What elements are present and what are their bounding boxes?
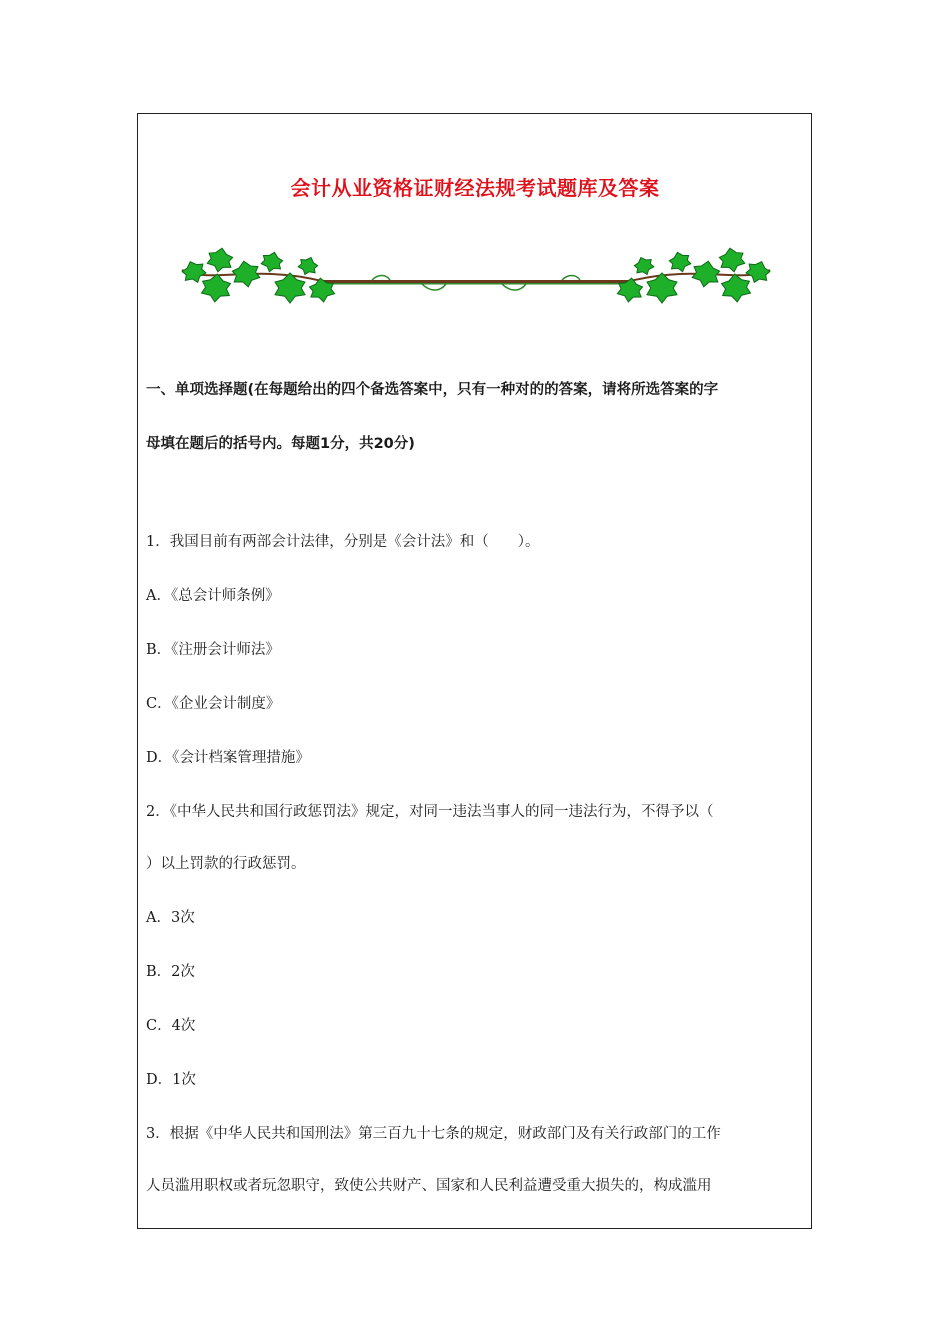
vine-leaf-icon [668, 250, 692, 274]
vine-leaf-icon [718, 246, 746, 274]
vine-leaf-icon [206, 246, 234, 274]
question-3-stem-line-1: 3．根据《中华人民共和国刑法》第三百九十七条的规定，财政部门及有关行政部门的工作 [146, 1126, 721, 1142]
question-2-stem-line-2: ）以上罚款的行政惩罚。 [146, 856, 306, 872]
question-2-option-c: C．4次 [146, 1018, 196, 1034]
page-title: 会计从业资格证财经法规考试题库及答案 [290, 176, 660, 200]
question-2-stem-line-1: 2．《中华人民共和国行政惩罚法》规定，对同一违法当事人的同一违法行为，不得予以（ [146, 804, 714, 820]
question-3-stem-line-2: 人员滥用职权或者玩忽职守，致使公共财产、国家和人民利益遭受重大损失的，构成滥用 [146, 1178, 712, 1194]
question-1-option-a: A．《总会计师条例》 [146, 588, 280, 604]
question-2-option-d: D．1次 [146, 1072, 196, 1088]
vine-leaf-icon [296, 254, 319, 277]
question-1-option-c: C．《企业会计制度》 [146, 696, 281, 712]
question-2-option-a: A．3次 [146, 910, 195, 926]
question-1-option-d: D．《会计档案管理措施》 [146, 750, 310, 766]
vine-leaf-icon [691, 259, 721, 289]
vine-leaf-icon [231, 259, 261, 289]
section-heading-line-1: 一、单项选择题(在每题给出的四个备选答案中，只有一种对的的答案，请将所选答案的字 [146, 382, 719, 398]
question-1-option-b: B．《注册会计师法》 [146, 642, 280, 658]
question-2-option-b: B．2次 [146, 964, 195, 980]
vine-stem-highlight [322, 283, 632, 285]
section-heading-line-2: 母填在题后的括号内。每题1分，共20分) [146, 436, 415, 452]
vine-stem [322, 280, 632, 283]
vine-leaf-icon [632, 254, 655, 277]
question-1-stem: 1．我国目前有两部会计法律，分别是《会计法》和（ ）。 [146, 534, 540, 550]
vine-leaf-icon [721, 273, 751, 303]
vine-leaf-icon [201, 273, 231, 303]
vine-divider-decoration [172, 244, 780, 314]
vine-leaf-icon [260, 250, 284, 274]
